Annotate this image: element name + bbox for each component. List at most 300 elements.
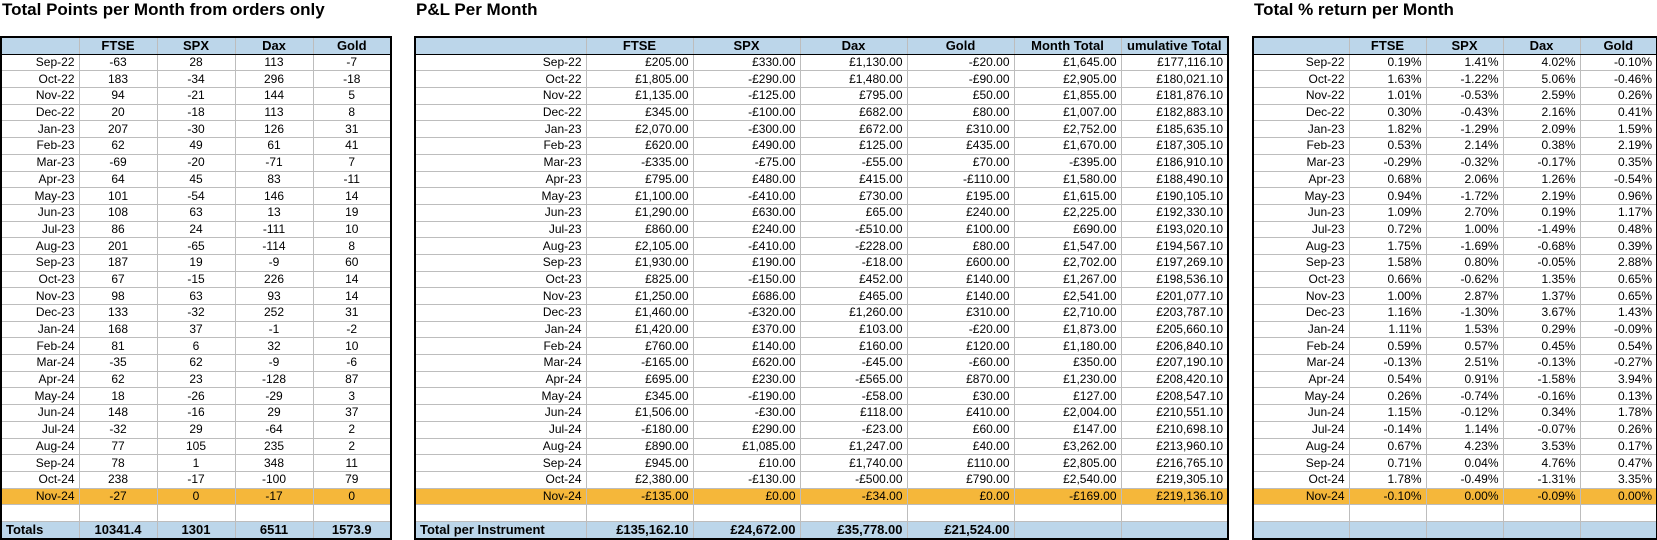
value-cell[interactable]: -9 [235,254,313,271]
column-header[interactable]: SPX [1426,37,1503,54]
value-cell[interactable]: 0.35% [1580,154,1657,171]
value-cell[interactable]: 45 [157,171,235,188]
value-cell[interactable]: -0.16% [1503,388,1580,405]
month-cell[interactable]: Jul-24 [415,421,586,438]
column-header[interactable] [1253,37,1349,54]
value-cell[interactable]: 252 [235,305,313,322]
empty-cell[interactable] [415,505,586,522]
value-cell[interactable]: 7 [313,154,391,171]
empty-cell[interactable] [1121,505,1228,522]
value-cell[interactable]: £208,547.10 [1121,388,1228,405]
value-cell[interactable]: 98 [79,288,157,305]
value-cell[interactable]: -18 [313,71,391,88]
value-cell[interactable]: -1.49% [1503,221,1580,238]
value-cell[interactable]: -£410.00 [693,188,800,205]
value-cell[interactable]: 168 [79,321,157,338]
value-cell[interactable]: £190,105.10 [1121,188,1228,205]
value-cell[interactable]: 20 [79,104,157,121]
value-cell[interactable]: -£410.00 [693,238,800,255]
value-cell[interactable]: 49 [157,138,235,155]
value-cell[interactable]: -111 [235,221,313,238]
value-cell[interactable]: 6 [157,338,235,355]
month-cell[interactable]: Jan-23 [415,121,586,138]
value-cell[interactable]: £230.00 [693,371,800,388]
month-cell[interactable]: Apr-24 [1253,371,1349,388]
value-cell[interactable]: £1,267.00 [1014,271,1121,288]
month-cell[interactable]: Aug-24 [415,438,586,455]
value-cell[interactable]: -17 [157,471,235,488]
month-cell[interactable]: Jan-24 [1,321,79,338]
value-cell[interactable]: £181,876.10 [1121,88,1228,105]
value-cell[interactable]: 0.00% [1426,488,1503,505]
value-cell[interactable]: -17 [235,488,313,505]
value-cell[interactable]: 77 [79,438,157,455]
column-header[interactable]: Gold [907,37,1014,54]
total-cell[interactable] [1426,521,1503,538]
value-cell[interactable]: £2,070.00 [586,121,693,138]
value-cell[interactable]: 108 [79,204,157,221]
total-cell[interactable]: £35,778.00 [800,521,907,538]
value-cell[interactable]: 14 [313,188,391,205]
value-cell[interactable]: £1,260.00 [800,305,907,322]
value-cell[interactable]: 4.76% [1503,455,1580,472]
value-cell[interactable]: 18 [79,388,157,405]
value-cell[interactable]: 0.19% [1503,204,1580,221]
value-cell[interactable]: 79 [313,471,391,488]
value-cell[interactable]: £860.00 [586,221,693,238]
value-cell[interactable]: 1.41% [1426,54,1503,71]
value-cell[interactable]: £198,536.10 [1121,271,1228,288]
value-cell[interactable]: 0.45% [1503,338,1580,355]
value-cell[interactable]: 1.43% [1580,305,1657,322]
value-cell[interactable]: -34 [157,71,235,88]
value-cell[interactable]: 11 [313,455,391,472]
empty-cell[interactable] [800,505,907,522]
value-cell[interactable]: 0.91% [1426,371,1503,388]
value-cell[interactable]: 3.67% [1503,305,1580,322]
value-cell[interactable]: £1,085.00 [693,438,800,455]
value-cell[interactable]: £0.00 [693,488,800,505]
month-cell[interactable]: Mar-23 [415,154,586,171]
value-cell[interactable]: 0.41% [1580,104,1657,121]
value-cell[interactable]: £310.00 [907,305,1014,322]
value-cell[interactable]: £1,615.00 [1014,188,1121,205]
value-cell[interactable]: -1.58% [1503,371,1580,388]
value-cell[interactable]: -1.30% [1426,305,1503,322]
value-cell[interactable]: £760.00 [586,338,693,355]
value-cell[interactable]: -35 [79,355,157,372]
month-cell[interactable]: Apr-23 [1253,171,1349,188]
month-cell[interactable]: Jan-23 [1253,121,1349,138]
empty-cell[interactable] [1253,505,1349,522]
value-cell[interactable]: 0.71% [1349,455,1426,472]
value-cell[interactable]: £103.00 [800,321,907,338]
value-cell[interactable]: -£125.00 [693,88,800,105]
value-cell[interactable]: 14 [313,271,391,288]
value-cell[interactable]: -£300.00 [693,121,800,138]
value-cell[interactable]: £452.00 [800,271,907,288]
value-cell[interactable]: 0.30% [1349,104,1426,121]
value-cell[interactable]: £160.00 [800,338,907,355]
value-cell[interactable]: 0.54% [1580,338,1657,355]
value-cell[interactable]: 5.06% [1503,71,1580,88]
value-cell[interactable]: -69 [79,154,157,171]
value-cell[interactable]: 235 [235,438,313,455]
month-cell[interactable]: Sep-24 [415,455,586,472]
value-cell[interactable]: £30.00 [907,388,1014,405]
value-cell[interactable]: 1.37% [1503,288,1580,305]
month-cell[interactable]: Aug-24 [1253,438,1349,455]
value-cell[interactable]: 78 [79,455,157,472]
value-cell[interactable]: £80.00 [907,238,1014,255]
value-cell[interactable]: 1.35% [1503,271,1580,288]
value-cell[interactable]: 146 [235,188,313,205]
value-cell[interactable]: -£135.00 [586,488,693,505]
value-cell[interactable]: -7 [313,54,391,71]
month-cell[interactable]: Oct-22 [1,71,79,88]
value-cell[interactable]: -0.29% [1349,154,1426,171]
month-cell[interactable]: Dec-22 [415,104,586,121]
value-cell[interactable]: £193,020.10 [1121,221,1228,238]
value-cell[interactable]: -£18.00 [800,254,907,271]
value-cell[interactable]: 0.47% [1580,455,1657,472]
month-cell[interactable]: Apr-24 [415,371,586,388]
value-cell[interactable]: 183 [79,71,157,88]
value-cell[interactable]: £205.00 [586,54,693,71]
value-cell[interactable]: -0.13% [1349,355,1426,372]
value-cell[interactable]: -0.68% [1503,238,1580,255]
value-cell[interactable]: 67 [79,271,157,288]
value-cell[interactable]: 3 [313,388,391,405]
column-header[interactable]: umulative Total [1121,37,1228,54]
column-header[interactable]: Dax [1503,37,1580,54]
column-header[interactable]: FTSE [586,37,693,54]
empty-cell[interactable] [157,505,235,522]
value-cell[interactable]: -£165.00 [586,355,693,372]
value-cell[interactable]: 2.16% [1503,104,1580,121]
month-cell[interactable]: Dec-23 [1,305,79,322]
value-cell[interactable]: 94 [79,88,157,105]
value-cell[interactable]: 87 [313,371,391,388]
value-cell[interactable]: 1.11% [1349,321,1426,338]
value-cell[interactable]: 29 [157,421,235,438]
empty-cell[interactable] [1349,505,1426,522]
value-cell[interactable]: -£335.00 [586,154,693,171]
month-cell[interactable]: Sep-23 [415,254,586,271]
value-cell[interactable]: 1.16% [1349,305,1426,322]
value-cell[interactable]: 105 [157,438,235,455]
value-cell[interactable]: -0.54% [1580,171,1657,188]
value-cell[interactable]: -9 [235,355,313,372]
empty-cell[interactable] [1,505,79,522]
value-cell[interactable]: -1.22% [1426,71,1503,88]
value-cell[interactable]: -£150.00 [693,271,800,288]
value-cell[interactable]: £435.00 [907,138,1014,155]
value-cell[interactable]: 0.59% [1349,338,1426,355]
value-cell[interactable]: 101 [79,188,157,205]
value-cell[interactable]: 1.78% [1349,471,1426,488]
month-cell[interactable]: Jun-24 [1,405,79,422]
value-cell[interactable]: 238 [79,471,157,488]
value-cell[interactable]: £1,645.00 [1014,54,1121,71]
value-cell[interactable]: -64 [235,421,313,438]
value-cell[interactable]: £672.00 [800,121,907,138]
value-cell[interactable]: -£100.00 [693,104,800,121]
value-cell[interactable]: -£90.00 [907,71,1014,88]
value-cell[interactable]: £2,541.00 [1014,288,1121,305]
value-cell[interactable]: £2,105.00 [586,238,693,255]
value-cell[interactable]: £195.00 [907,188,1014,205]
empty-cell[interactable] [907,505,1014,522]
column-header[interactable]: Dax [235,37,313,54]
value-cell[interactable]: -£290.00 [693,71,800,88]
value-cell[interactable]: £216,765.10 [1121,455,1228,472]
value-cell[interactable]: -21 [157,88,235,105]
month-cell[interactable]: Jun-24 [1253,405,1349,422]
value-cell[interactable]: 2.70% [1426,204,1503,221]
value-cell[interactable]: £2,702.00 [1014,254,1121,271]
value-cell[interactable]: 0 [157,488,235,505]
value-cell[interactable]: £2,752.00 [1014,121,1121,138]
value-cell[interactable]: £140.00 [693,338,800,355]
value-cell[interactable]: £1,130.00 [800,54,907,71]
total-cell[interactable]: 6511 [235,521,313,538]
totals-label[interactable]: Total per Instrument [415,521,586,538]
value-cell[interactable]: 0.19% [1349,54,1426,71]
value-cell[interactable]: 2.14% [1426,138,1503,155]
value-cell[interactable]: £870.00 [907,371,1014,388]
month-cell[interactable]: Aug-23 [1253,238,1349,255]
value-cell[interactable]: -30 [157,121,235,138]
value-cell[interactable]: -2 [313,321,391,338]
value-cell[interactable]: -0.09% [1580,321,1657,338]
value-cell[interactable]: £686.00 [693,288,800,305]
value-cell[interactable]: £140.00 [907,288,1014,305]
value-cell[interactable]: -0.74% [1426,388,1503,405]
value-cell[interactable]: 0.13% [1580,388,1657,405]
value-cell[interactable]: -0.46% [1580,71,1657,88]
value-cell[interactable]: £240.00 [693,221,800,238]
value-cell[interactable]: £1,506.00 [586,405,693,422]
value-cell[interactable]: £2,710.00 [1014,305,1121,322]
month-cell[interactable]: Nov-23 [415,288,586,305]
month-cell[interactable]: Mar-24 [1,355,79,372]
value-cell[interactable]: £945.00 [586,455,693,472]
value-cell[interactable]: £1,420.00 [586,321,693,338]
value-cell[interactable]: £1,460.00 [586,305,693,322]
value-cell[interactable]: £208,420.10 [1121,371,1228,388]
value-cell[interactable]: £188,490.10 [1121,171,1228,188]
totals-label[interactable]: Totals [1,521,79,538]
month-cell[interactable]: Nov-23 [1253,288,1349,305]
empty-cell[interactable] [1426,505,1503,522]
value-cell[interactable]: £190.00 [693,254,800,271]
value-cell[interactable]: 2.19% [1580,138,1657,155]
value-cell[interactable]: -£45.00 [800,355,907,372]
value-cell[interactable]: £795.00 [586,171,693,188]
value-cell[interactable]: 62 [157,355,235,372]
value-cell[interactable]: -£20.00 [907,321,1014,338]
month-cell[interactable]: Dec-22 [1,104,79,121]
column-header[interactable]: Month Total [1014,37,1121,54]
value-cell[interactable]: £210,551.10 [1121,405,1228,422]
value-cell[interactable]: -1.72% [1426,188,1503,205]
value-cell[interactable]: £1,805.00 [586,71,693,88]
value-cell[interactable]: 148 [79,405,157,422]
value-cell[interactable]: 83 [235,171,313,188]
value-cell[interactable]: 2.87% [1426,288,1503,305]
value-cell[interactable]: £790.00 [907,471,1014,488]
value-cell[interactable]: -£228.00 [800,238,907,255]
value-cell[interactable]: £219,305.10 [1121,471,1228,488]
month-cell[interactable]: Nov-22 [415,88,586,105]
column-header[interactable] [1,37,79,54]
value-cell[interactable]: £60.00 [907,421,1014,438]
value-cell[interactable]: £350.00 [1014,355,1121,372]
value-cell[interactable]: -1.69% [1426,238,1503,255]
column-header[interactable]: Gold [1580,37,1657,54]
value-cell[interactable]: 0.80% [1426,254,1503,271]
value-cell[interactable]: 1.82% [1349,121,1426,138]
empty-cell[interactable] [79,505,157,522]
value-cell[interactable]: £1,580.00 [1014,171,1121,188]
value-cell[interactable]: 62 [79,371,157,388]
column-header[interactable]: FTSE [1349,37,1426,54]
value-cell[interactable]: -£395.00 [1014,154,1121,171]
value-cell[interactable]: £186,910.10 [1121,154,1228,171]
value-cell[interactable]: 2.88% [1580,254,1657,271]
month-cell[interactable]: Aug-23 [1,238,79,255]
value-cell[interactable]: 81 [79,338,157,355]
month-cell[interactable]: Jan-24 [1253,321,1349,338]
month-cell[interactable]: Sep-22 [1253,54,1349,71]
month-cell[interactable]: Jul-24 [1253,421,1349,438]
value-cell[interactable]: £147.00 [1014,421,1121,438]
value-cell[interactable]: £2,225.00 [1014,204,1121,221]
month-cell[interactable]: Mar-24 [1253,355,1349,372]
month-cell[interactable]: Oct-22 [1253,71,1349,88]
month-cell[interactable]: Jul-23 [1253,221,1349,238]
value-cell[interactable]: £730.00 [800,188,907,205]
value-cell[interactable]: 1.26% [1503,171,1580,188]
total-cell[interactable]: 1301 [157,521,235,538]
total-cell[interactable] [1580,521,1657,538]
value-cell[interactable]: 86 [79,221,157,238]
month-cell[interactable]: Oct-24 [1,471,79,488]
empty-cell[interactable] [1014,505,1121,522]
value-cell[interactable]: -£75.00 [693,154,800,171]
value-cell[interactable]: 1.59% [1580,121,1657,138]
empty-cell[interactable] [586,505,693,522]
value-cell[interactable]: -0.49% [1426,471,1503,488]
value-cell[interactable]: £80.00 [907,104,1014,121]
value-cell[interactable]: 3.53% [1503,438,1580,455]
value-cell[interactable]: 8 [313,238,391,255]
value-cell[interactable]: £50.00 [907,88,1014,105]
month-cell[interactable]: Mar-24 [415,355,586,372]
month-cell[interactable]: Feb-24 [1,338,79,355]
column-header[interactable] [415,37,586,54]
value-cell[interactable]: -71 [235,154,313,171]
value-cell[interactable]: 60 [313,254,391,271]
month-cell[interactable]: Feb-24 [415,338,586,355]
month-cell[interactable]: Apr-23 [1,171,79,188]
value-cell[interactable]: £3,262.00 [1014,438,1121,455]
value-cell[interactable]: 0.53% [1349,138,1426,155]
value-cell[interactable]: -0.05% [1503,254,1580,271]
month-cell[interactable]: Jun-23 [1253,204,1349,221]
value-cell[interactable]: 2.59% [1503,88,1580,105]
month-cell[interactable]: May-23 [1253,188,1349,205]
month-cell[interactable]: Nov-24 [1,488,79,505]
value-cell[interactable]: 13 [235,204,313,221]
month-cell[interactable]: Mar-23 [1253,154,1349,171]
value-cell[interactable]: £201,077.10 [1121,288,1228,305]
value-cell[interactable]: -£23.00 [800,421,907,438]
value-cell[interactable]: -100 [235,471,313,488]
value-cell[interactable]: 0.39% [1580,238,1657,255]
value-cell[interactable]: £370.00 [693,321,800,338]
value-cell[interactable]: £140.00 [907,271,1014,288]
value-cell[interactable]: £219,136.10 [1121,488,1228,505]
month-cell[interactable]: Oct-24 [415,471,586,488]
value-cell[interactable]: -15 [157,271,235,288]
value-cell[interactable]: £345.00 [586,104,693,121]
value-cell[interactable]: 133 [79,305,157,322]
value-cell[interactable]: 63 [157,204,235,221]
total-cell[interactable] [1121,521,1228,538]
month-cell[interactable]: May-23 [415,188,586,205]
value-cell[interactable]: £465.00 [800,288,907,305]
value-cell[interactable]: 0.26% [1580,421,1657,438]
value-cell[interactable]: £206,840.10 [1121,338,1228,355]
month-cell[interactable]: Jul-23 [415,221,586,238]
value-cell[interactable]: -0.27% [1580,355,1657,372]
value-cell[interactable]: -0.10% [1349,488,1426,505]
value-cell[interactable]: -£180.00 [586,421,693,438]
value-cell[interactable]: £213,960.10 [1121,438,1228,455]
value-cell[interactable]: 207 [79,121,157,138]
empty-cell[interactable] [1580,505,1657,522]
value-cell[interactable]: 2 [313,438,391,455]
value-cell[interactable]: £890.00 [586,438,693,455]
value-cell[interactable]: £1,230.00 [1014,371,1121,388]
value-cell[interactable]: £187,305.10 [1121,138,1228,155]
value-cell[interactable]: 0.65% [1580,288,1657,305]
value-cell[interactable]: 1.00% [1426,221,1503,238]
value-cell[interactable]: £40.00 [907,438,1014,455]
value-cell[interactable]: -£320.00 [693,305,800,322]
month-cell[interactable]: Aug-24 [1,438,79,455]
value-cell[interactable]: -£55.00 [800,154,907,171]
value-cell[interactable]: 29 [235,405,313,422]
value-cell[interactable]: £695.00 [586,371,693,388]
value-cell[interactable]: £1,930.00 [586,254,693,271]
value-cell[interactable]: £1,135.00 [586,88,693,105]
value-cell[interactable]: -0.13% [1503,355,1580,372]
value-cell[interactable]: 1.78% [1580,405,1657,422]
value-cell[interactable]: 32 [235,338,313,355]
value-cell[interactable]: 1.15% [1349,405,1426,422]
value-cell[interactable]: -£34.00 [800,488,907,505]
value-cell[interactable]: 10 [313,338,391,355]
value-cell[interactable]: 0.04% [1426,455,1503,472]
value-cell[interactable]: -32 [157,305,235,322]
value-cell[interactable]: £182,883.10 [1121,104,1228,121]
value-cell[interactable]: £120.00 [907,338,1014,355]
column-header[interactable]: SPX [157,37,235,54]
value-cell[interactable]: 14 [313,288,391,305]
